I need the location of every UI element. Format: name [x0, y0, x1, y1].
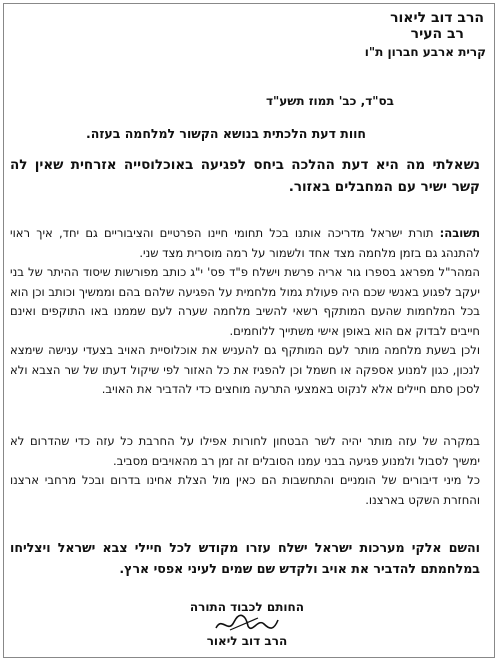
answer-label: תשובה: [439, 226, 480, 240]
letter-page [3, 3, 495, 658]
answer-paragraph-4: במקרה של עזה מותר יהיה לשר הבטחון לחורות אפילו על החרבת כל עזה כדי שהדרום לא ימשיך לסבול ולמנוע פגיעה בבני עמנו הסובלים זה זמן רב מהאויבים מסביב. [10, 434, 480, 468]
letter-date: בס"ד, כב' תמוז תשע"ד [265, 94, 394, 108]
letterhead [365, 10, 486, 60]
answer-section [10, 224, 480, 400]
closing-line: החותם לכבוד התורה [189, 600, 304, 614]
answer-paragraph-1 [10, 224, 480, 263]
answer-text-1: תורת ישראל מדריכה אותנו בכל תחומי חיינו הפרטיים והציבוריים גם יחד, איך ראוי להתנהג גם בזמן מלחמה מצד אחד ולשמור על רמה מוסרית מצד שני. [10, 226, 480, 260]
answer-section-2 [10, 432, 480, 510]
letterhead-name: הרב דוב ליאור [390, 10, 484, 26]
letter-subject: חוות דעת הלכתית בנושא הקשור למלחמה בעזה. [86, 126, 366, 141]
answer-paragraph-3: ולכן בשעת מלחמה מותר לעם המותקף גם להעניש את אוכלוסיית האויב בצעדי ענישה שימצא לנכון, כגון למנוע אספקה או חשמל וכן להפגיז את כל האזור לפי שיקול דעתו של שר הצבא ולא לסכן סתם חיילים אלא לנקוט באמצעי התרעה מוחצים כדי להדביר את האויב. [10, 343, 480, 396]
signature-name: הרב דוב ליאור [206, 634, 288, 648]
closing-block [190, 598, 304, 650]
letterhead-address: קרית ארבע חברון ת"ו [364, 45, 486, 59]
question-paragraph: נשאלתי מה היא דעת ההלכה ביחס לפגיעה באוכלוסייה אזרחית שאין לה קשר ישיר עם המחבלים באזור. [10, 157, 480, 195]
answer-paragraph-5: כל מיני דיבורים של הומניים והתחשבות הם כאין מול הצלת אחינו בדרום ובכל מרחבי ארצנו והחזרת השקט בארצנו. [10, 473, 480, 507]
answer-paragraph-2: המהר"ל מפראג בספרו גור אריה פרשת וישלח פ"ד פס' י"ג כותב מפורשות שיסוד ההיתר של בני יעקב לפגוע באנשי שכם היה פעולת גמול מלחמית על הפגיעה שלהם בהם וממשיך וכותב וכן הוא בכל המלחמות שהעם המותקף רשאי להשיב מלחמה שערה לעם שממנו באו התוקפים ואינם חייבים לבדוק אם הוא באופן אישי משתייך ללוחמים. [10, 265, 480, 338]
blessing-paragraph: והשם אלקי מערכות ישראל ישלח עזרו מקודש לכל חיילי צבא ישראל ויצליחו במלחמתם להדביר את אויב ולקדש שם שמים לעיני אפסי ארץ. [10, 540, 480, 576]
letterhead-role: רב העיר [410, 26, 464, 42]
